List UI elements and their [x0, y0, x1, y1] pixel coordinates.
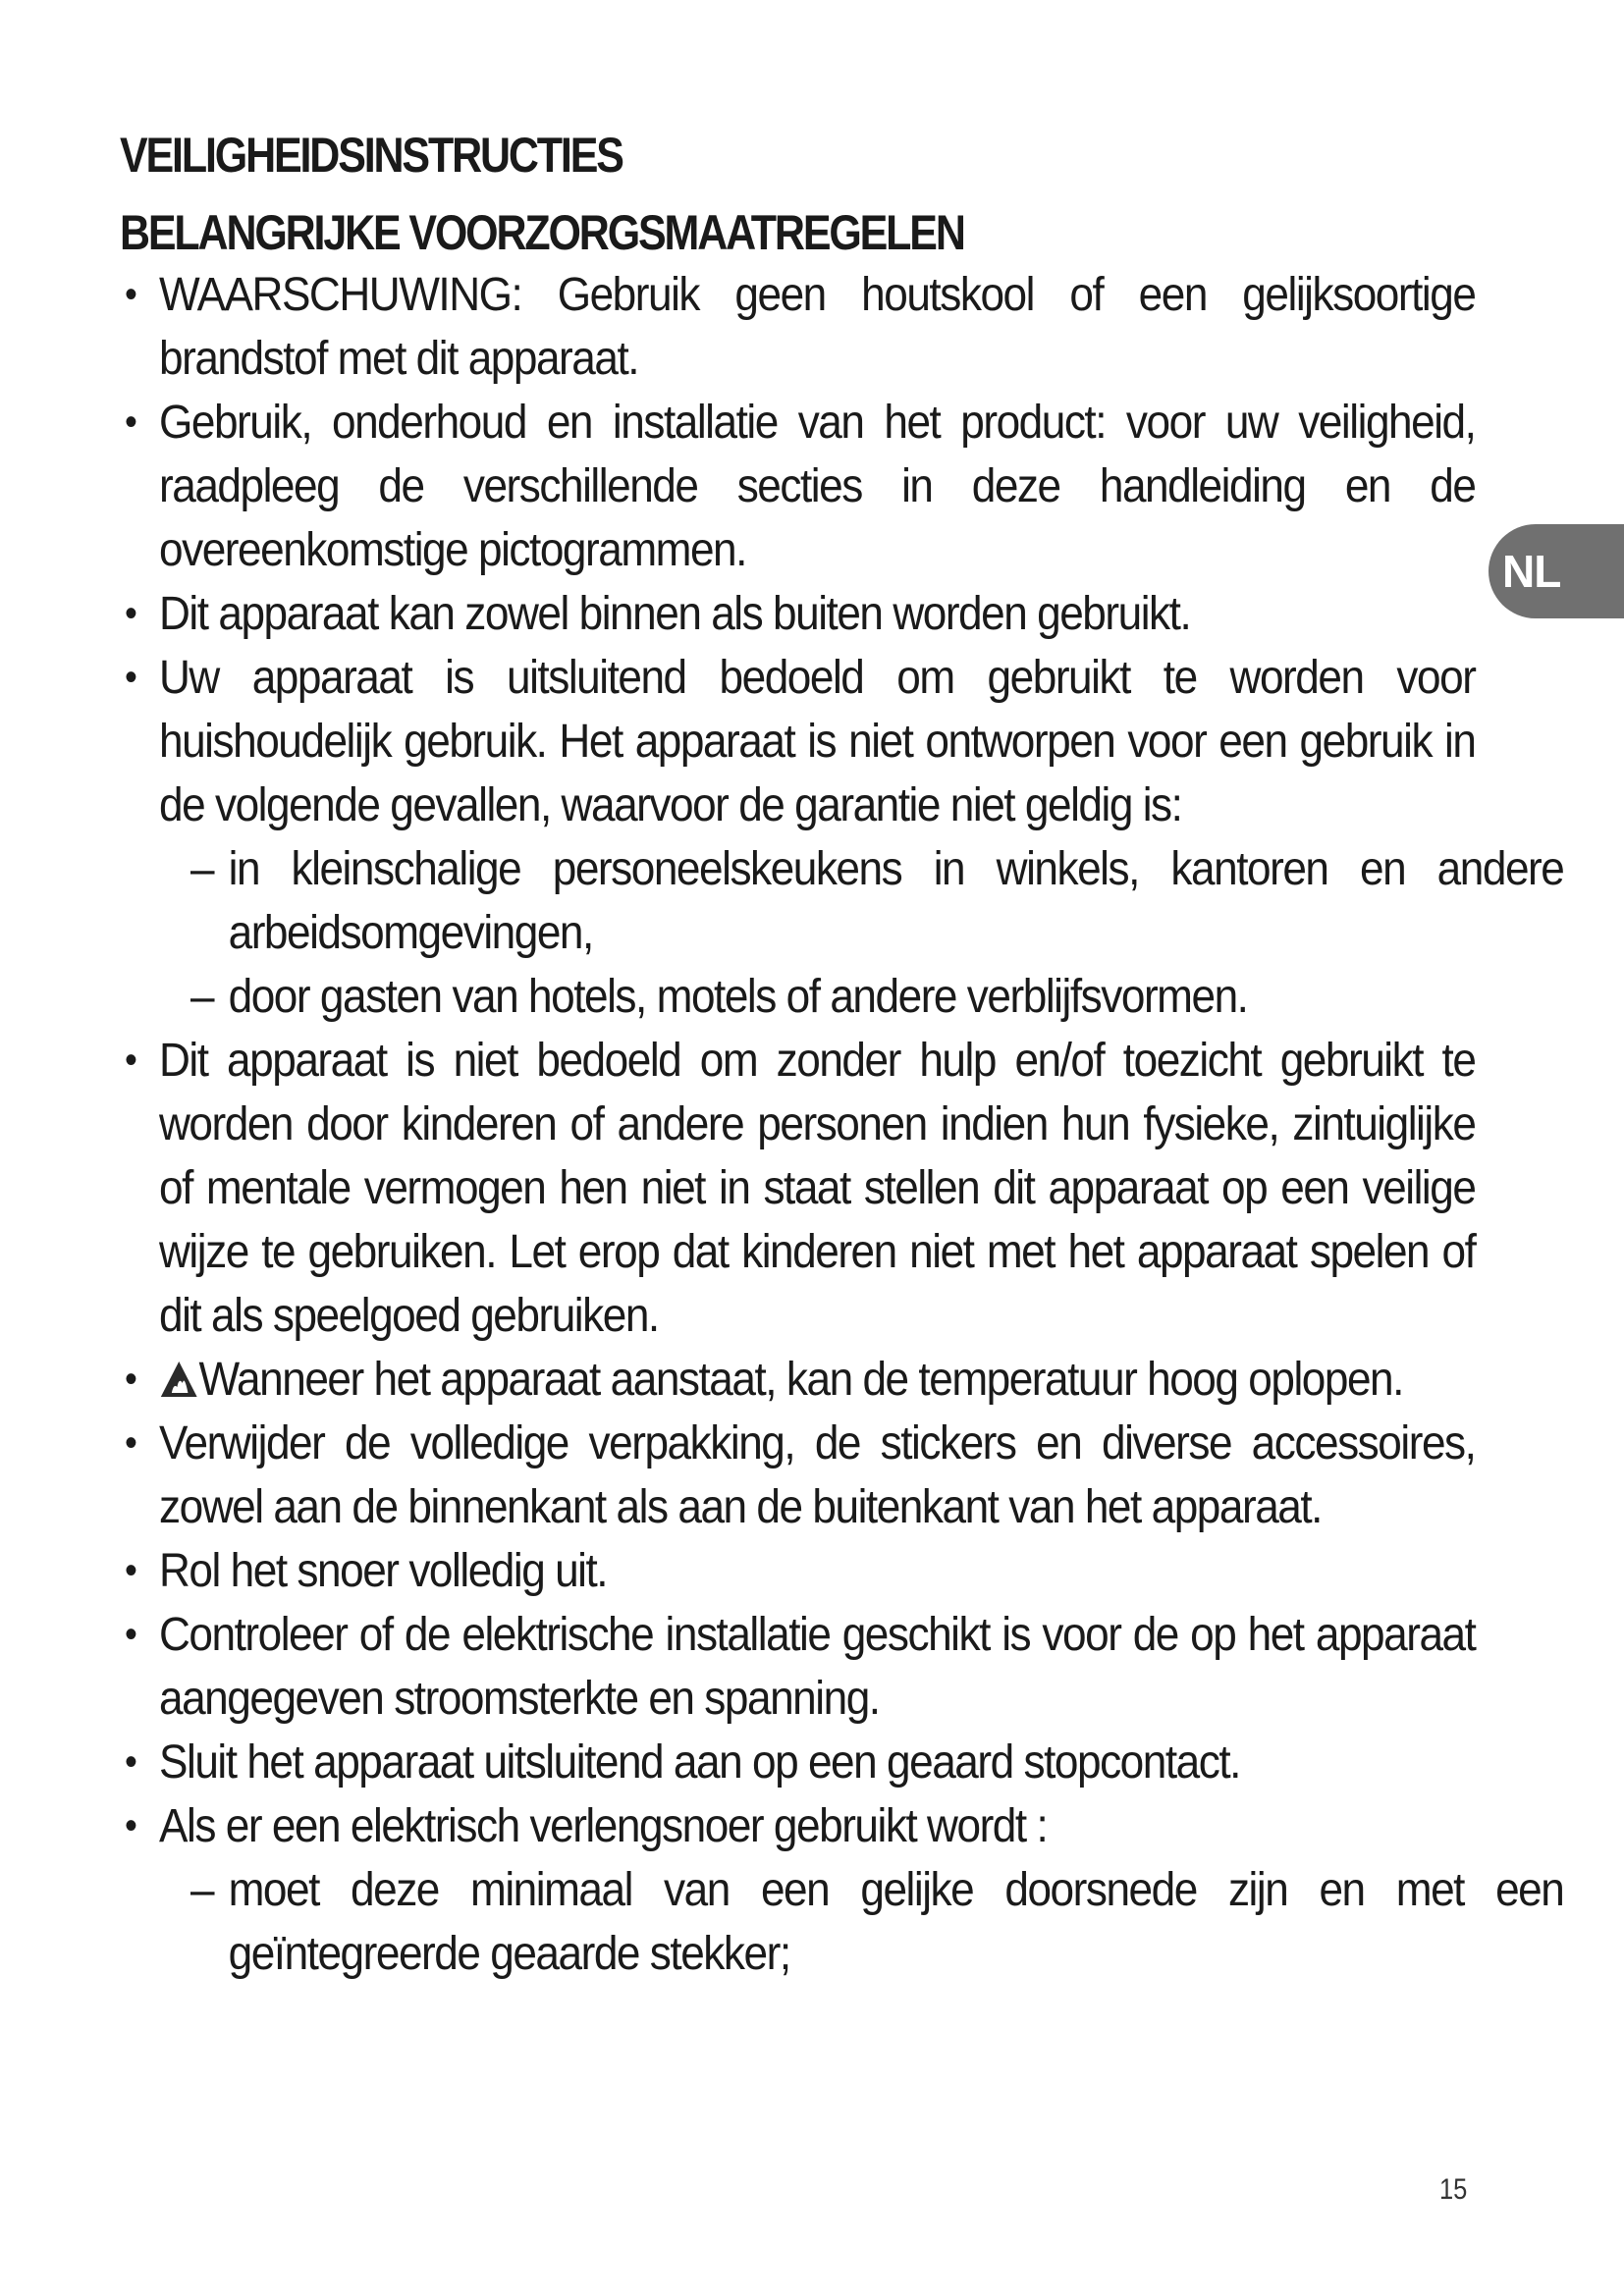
list-item-text: Dit apparaat kan zowel binnen als buiten worden gebruikt.: [159, 588, 1191, 640]
bullet: •: [125, 1613, 137, 1656]
sub-item-text: moet deze minimaal van een gelijke doorsnede zijn en met een geïntegreerde geaarde stekker;: [228, 1864, 1564, 1980]
bullet: •: [125, 1804, 137, 1847]
bullet: •: [125, 273, 137, 316]
bullet: •: [125, 1421, 137, 1465]
sub-item-hotel-guests: [189, 965, 1563, 1029]
list-item-usage-maintenance: [125, 391, 1476, 582]
list-item-check-installation: [125, 1603, 1476, 1731]
section-title: VEILIGHEIDSINSTRUCTIES: [120, 128, 623, 183]
list-item-text: Verwijder de volledige verpakking, de stickers en diverse accessoires, zowel aan de binnenkant als aan de buitenkant van het apparaat.: [159, 1417, 1476, 1533]
list-item-text: Gebruik, onderhoud en installatie van het product: voor uw veiligheid, raadpleeg de verschillende secties in deze handleiding en de overeenkomstige pictogrammen.: [159, 397, 1476, 576]
list-item-warning-charcoal: [125, 263, 1476, 391]
list-item-indoor-outdoor: [125, 582, 1475, 646]
bullet: •: [125, 1740, 137, 1784]
dash: –: [189, 1864, 214, 1916]
list-item-text: Controleer of de elektrische installatie geschikt is voor de op het apparaat aangegeven stroomsterkte en spanning.: [159, 1609, 1476, 1725]
list-item-text: WAARSCHUWING: Gebruik geen houtskool of een gelijksoortige brandstof met dit apparaat.: [159, 269, 1476, 385]
bullet: •: [125, 1549, 137, 1592]
list-item-text: Uw apparaat is uitsluitend bedoeld om gebruikt te worden voor huishoudelijk gebruik. Het apparaat is niet ontworpen voor een gebruik in de volgende gevallen, waarvoor de garantie niet geldig is:: [159, 652, 1476, 831]
bullet: •: [125, 400, 137, 444]
list-item-text: Wanneer het apparaat aanstaat, kan de temperatuur hoog oplopen.: [198, 1354, 1403, 1406]
list-item-text: Sluit het apparaat uitsluitend aan op een geaard stopcontact.: [159, 1736, 1240, 1789]
language-tab: NL: [1489, 524, 1624, 618]
section-subtitle: BELANGRIJKE VOORZORGSMAATREGELEN: [120, 205, 964, 260]
warning-triangle-icon: [159, 1360, 198, 1399]
list-item-extension-cord: [125, 1794, 1475, 1858]
sub-item-extension-cord-spec: [189, 1858, 1564, 1986]
sub-item-text: door gasten van hotels, motels of andere verblijfsvormen.: [228, 971, 1248, 1023]
bullet: •: [125, 592, 137, 635]
list-item-unroll-cord: [125, 1539, 1475, 1603]
list-item-text: Rol het snoer volledig uit.: [159, 1545, 608, 1597]
dash: –: [189, 971, 214, 1023]
list-item-text: Als er een elektrisch verlengsnoer gebruikt wordt :: [159, 1800, 1048, 1852]
list-item-children-supervision: [125, 1029, 1476, 1348]
bullet: •: [125, 656, 137, 699]
dash: –: [189, 843, 214, 895]
sub-item-staff-kitchens: [189, 837, 1564, 965]
page-number: 15: [1439, 2173, 1468, 2206]
list-item-household-use: [125, 646, 1476, 837]
list-item-hot-temperature: [125, 1348, 1475, 1412]
bullet: •: [125, 1358, 137, 1401]
safety-instructions-list: [0, 263, 1624, 1986]
list-item-grounded-socket: [125, 1731, 1475, 1794]
sub-item-text: in kleinschalige personeelskeukens in winkels, kantoren en andere arbeidsomgevingen,: [228, 843, 1564, 959]
list-item-remove-packaging: [125, 1412, 1476, 1539]
bullet: •: [125, 1039, 137, 1082]
list-item-text: Dit apparaat is niet bedoeld om zonder hulp en/of toezicht gebruikt te worden door kinderen of andere personen indien hun fysieke, zintuiglijke of mentale vermogen hen niet in staat stellen dit apparaat op een veilige wijze te gebruiken. Let erop dat kinderen niet met het apparaat spelen of dit als speelgoed gebruiken.: [159, 1035, 1476, 1342]
